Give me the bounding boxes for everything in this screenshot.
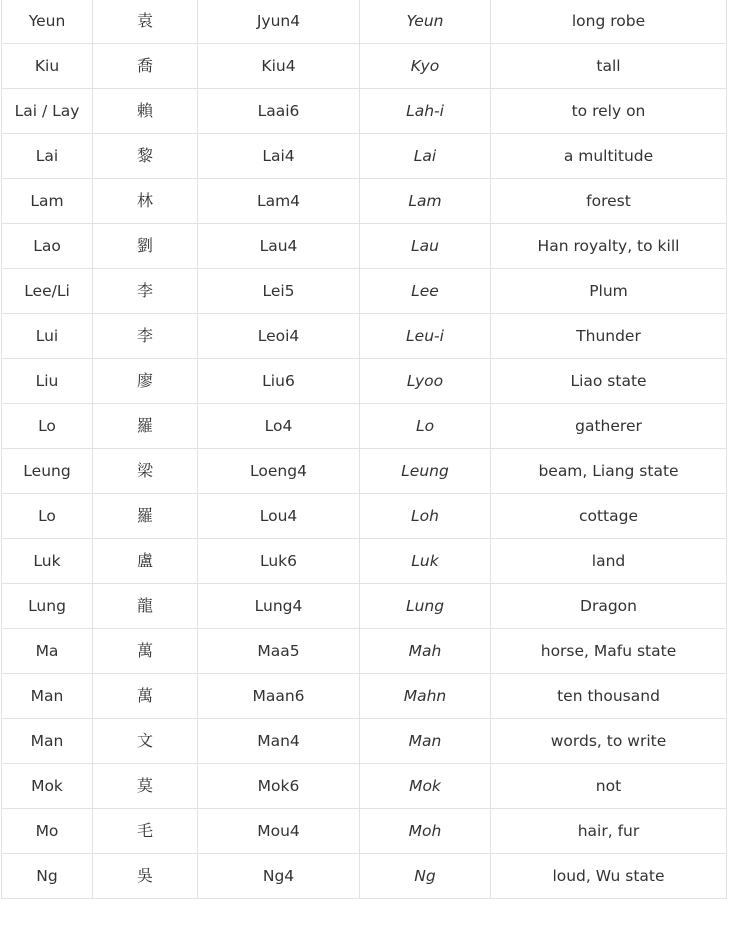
cell-romanized-surname: Ma	[2, 629, 93, 674]
cell-chinese-character: 羅	[93, 494, 198, 539]
table-row	[2, 224, 727, 269]
cell-romanized-surname: Kiu	[2, 44, 93, 89]
table-row	[2, 719, 727, 764]
cell-jyutping: Maa5	[198, 629, 360, 674]
cell-meaning: forest	[491, 179, 727, 224]
cell-romanized-surname: Lao	[2, 224, 93, 269]
cell-pronunciation: Moh	[360, 809, 491, 854]
cell-pronunciation: Lai	[360, 134, 491, 179]
cell-pronunciation: Lee	[360, 269, 491, 314]
cell-jyutping: Lung4	[198, 584, 360, 629]
cell-jyutping: Ng4	[198, 854, 360, 899]
cell-romanized-surname: Ng	[2, 854, 93, 899]
cell-jyutping: Lau4	[198, 224, 360, 269]
cell-pronunciation: Leu-i	[360, 314, 491, 359]
cell-chinese-character: 梁	[93, 449, 198, 494]
cell-chinese-character: 李	[93, 269, 198, 314]
cell-pronunciation: Loh	[360, 494, 491, 539]
cell-romanized-surname: Mok	[2, 764, 93, 809]
cell-pronunciation: Luk	[360, 539, 491, 584]
cell-pronunciation: Man	[360, 719, 491, 764]
cell-meaning: not	[491, 764, 727, 809]
table-row	[2, 764, 727, 809]
table-row	[2, 449, 727, 494]
cell-romanized-surname: Lam	[2, 179, 93, 224]
cell-pronunciation: Kyo	[360, 44, 491, 89]
cell-jyutping: Lei5	[198, 269, 360, 314]
cell-meaning: a multitude	[491, 134, 727, 179]
cell-pronunciation: Lah-i	[360, 89, 491, 134]
cell-chinese-character: 袁	[93, 0, 198, 44]
cell-jyutping: Jyun4	[198, 0, 360, 44]
cell-meaning: words, to write	[491, 719, 727, 764]
cell-meaning: Thunder	[491, 314, 727, 359]
cell-chinese-character: 吳	[93, 854, 198, 899]
table-row	[2, 854, 727, 899]
cell-chinese-character: 黎	[93, 134, 198, 179]
cell-jyutping: Lou4	[198, 494, 360, 539]
cell-chinese-character: 萬	[93, 629, 198, 674]
cell-pronunciation: Mah	[360, 629, 491, 674]
cell-romanized-surname: Lee/Li	[2, 269, 93, 314]
cell-pronunciation: Lau	[360, 224, 491, 269]
cell-pronunciation: Lam	[360, 179, 491, 224]
cell-meaning: Dragon	[491, 584, 727, 629]
cell-jyutping: Mok6	[198, 764, 360, 809]
table-row	[2, 494, 727, 539]
cell-pronunciation: Mahn	[360, 674, 491, 719]
cell-pronunciation: Leung	[360, 449, 491, 494]
cell-meaning: tall	[491, 44, 727, 89]
cell-jyutping: Mou4	[198, 809, 360, 854]
table-row	[2, 674, 727, 719]
cell-jyutping: Loeng4	[198, 449, 360, 494]
cell-romanized-surname: Liu	[2, 359, 93, 404]
cell-chinese-character: 喬	[93, 44, 198, 89]
cell-jyutping: Kiu4	[198, 44, 360, 89]
cell-meaning: ten thousand	[491, 674, 727, 719]
cell-meaning: loud, Wu state	[491, 854, 727, 899]
table-row	[2, 179, 727, 224]
cell-pronunciation: Lo	[360, 404, 491, 449]
cell-meaning: Plum	[491, 269, 727, 314]
cell-jyutping: Liu6	[198, 359, 360, 404]
table-row	[2, 404, 727, 449]
cell-meaning: Liao state	[491, 359, 727, 404]
cell-romanized-surname: Leung	[2, 449, 93, 494]
table-row	[2, 134, 727, 179]
table-row	[2, 809, 727, 854]
cell-romanized-surname: Mo	[2, 809, 93, 854]
cell-jyutping: Lam4	[198, 179, 360, 224]
table-row	[2, 359, 727, 404]
cell-romanized-surname: Luk	[2, 539, 93, 584]
cell-meaning: Han royalty, to kill	[491, 224, 727, 269]
cell-meaning: cottage	[491, 494, 727, 539]
table-row	[2, 0, 727, 44]
cell-chinese-character: 賴	[93, 89, 198, 134]
cell-jyutping: Lai4	[198, 134, 360, 179]
cell-pronunciation: Yeun	[360, 0, 491, 44]
cell-meaning: land	[491, 539, 727, 584]
cell-romanized-surname: Yeun	[2, 0, 93, 44]
cell-romanized-surname: Man	[2, 674, 93, 719]
cell-chinese-character: 毛	[93, 809, 198, 854]
cell-chinese-character: 萬	[93, 674, 198, 719]
cell-chinese-character: 龍	[93, 584, 198, 629]
cell-meaning: to rely on	[491, 89, 727, 134]
cell-meaning: gatherer	[491, 404, 727, 449]
table-row	[2, 629, 727, 674]
cell-chinese-character: 李	[93, 314, 198, 359]
cell-romanized-surname: Lung	[2, 584, 93, 629]
table-row	[2, 539, 727, 584]
cell-pronunciation: Lyoo	[360, 359, 491, 404]
cell-meaning: hair, fur	[491, 809, 727, 854]
cell-jyutping: Laai6	[198, 89, 360, 134]
cell-chinese-character: 盧	[93, 539, 198, 584]
cell-jyutping: Luk6	[198, 539, 360, 584]
cell-romanized-surname: Lai / Lay	[2, 89, 93, 134]
cell-pronunciation: Mok	[360, 764, 491, 809]
cell-chinese-character: 莫	[93, 764, 198, 809]
cell-romanized-surname: Lai	[2, 134, 93, 179]
surname-table-container	[1, 0, 726, 899]
cell-chinese-character: 劉	[93, 224, 198, 269]
table-row	[2, 314, 727, 359]
cell-pronunciation: Lung	[360, 584, 491, 629]
table-row	[2, 269, 727, 314]
cell-romanized-surname: Lo	[2, 494, 93, 539]
cell-pronunciation: Ng	[360, 854, 491, 899]
table-row	[2, 44, 727, 89]
cell-romanized-surname: Lui	[2, 314, 93, 359]
surname-table	[1, 0, 727, 899]
cell-chinese-character: 林	[93, 179, 198, 224]
cell-romanized-surname: Lo	[2, 404, 93, 449]
table-row	[2, 89, 727, 134]
cell-jyutping: Maan6	[198, 674, 360, 719]
cell-jyutping: Lo4	[198, 404, 360, 449]
cell-meaning: long robe	[491, 0, 727, 44]
cell-chinese-character: 廖	[93, 359, 198, 404]
table-row	[2, 584, 727, 629]
cell-romanized-surname: Man	[2, 719, 93, 764]
cell-chinese-character: 羅	[93, 404, 198, 449]
cell-jyutping: Man4	[198, 719, 360, 764]
cell-chinese-character: 文	[93, 719, 198, 764]
cell-meaning: beam, Liang state	[491, 449, 727, 494]
surname-table-body	[2, 0, 727, 899]
cell-jyutping: Leoi4	[198, 314, 360, 359]
cell-meaning: horse, Mafu state	[491, 629, 727, 674]
